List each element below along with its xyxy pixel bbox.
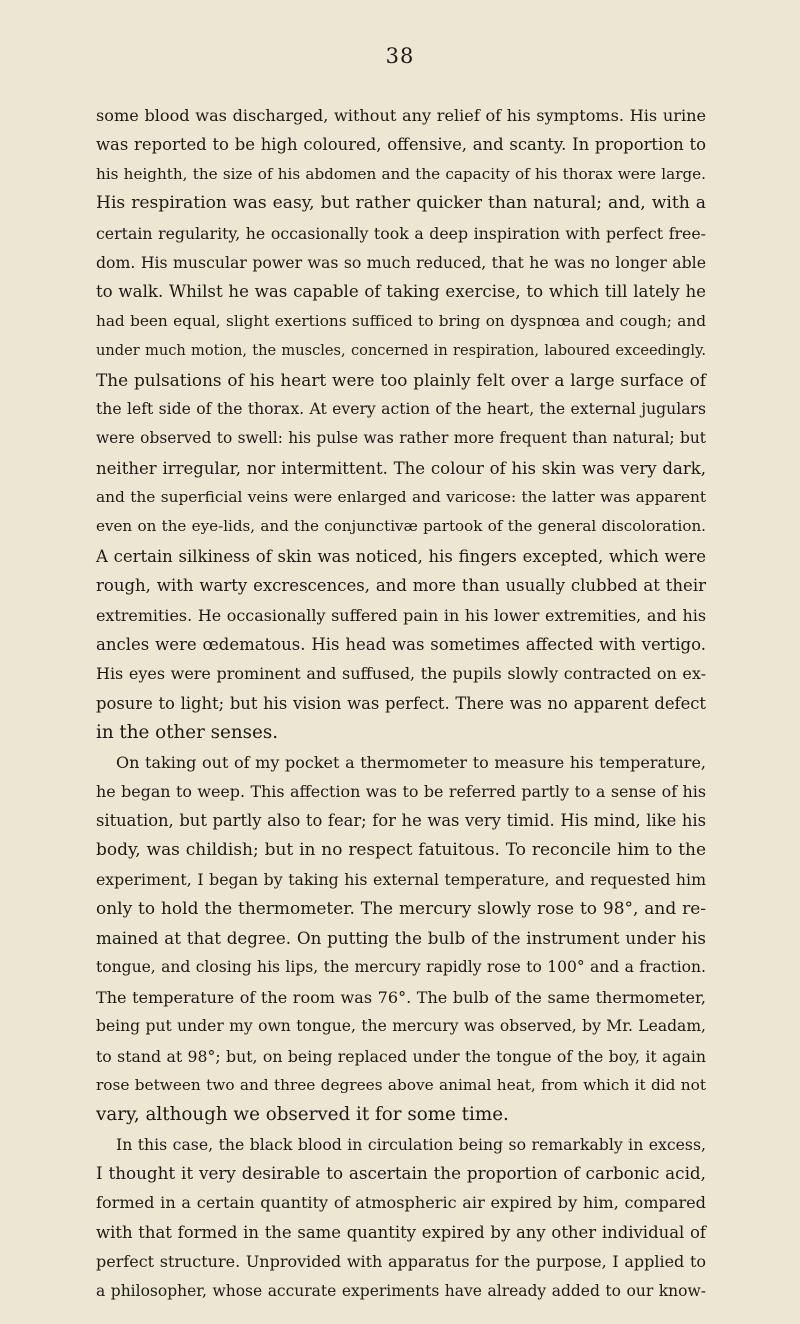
text-line: vary, although we observed it for some time. xyxy=(96,1104,509,1126)
text-line: The pulsations of his heart were too plainly felt over a large surface of xyxy=(96,369,706,390)
text-line: ancles were œdematous. His head was sometimes affected with vertigo. xyxy=(96,635,706,655)
text-line: were observed to swell: his pulse was rather more frequent than natural; but xyxy=(96,429,706,448)
text-line: being put under my own tongue, the mercury was observed, by Mr. Leadam, xyxy=(96,1017,706,1036)
text-line: His respiration was easy, but rather quicker than natural; and, with a xyxy=(96,193,706,214)
body-text xyxy=(96,101,706,1306)
text-line: body, was childish; but in no respect fatuitous. To reconcile him to the xyxy=(96,839,706,860)
text-line: A certain silkiness of skin was noticed, his fingers excepted, which were xyxy=(96,546,706,566)
text-line: under much motion, the muscles, concerned in respiration, laboured exceedingly. xyxy=(96,342,706,360)
text-line: had been equal, slight exertions sufficed to bring on dyspnœa and cough; and xyxy=(96,311,706,330)
text-line: the left side of the thorax. At every action of the heart, the external jugulars xyxy=(96,399,706,418)
text-line: experiment, I began by taking his external temperature, and requested him xyxy=(96,870,706,890)
text-line: was reported to be high coloured, offensive, and scanty. In proportion to xyxy=(96,135,706,155)
text-line: I thought it very desirable to ascertain the proportion of carbonic acid, xyxy=(96,1163,706,1184)
text-line: rough, with warty excrescences, and more than usually clubbed at their xyxy=(96,576,706,596)
text-line: situation, but partly also to fear; for he was very timid. His mind, like his xyxy=(96,811,706,831)
text-line: posure to light; but his vision was perfect. There was no apparent defect xyxy=(96,693,706,713)
text-line: he began to weep. This affection was to be referred partly to a sense of his xyxy=(96,781,706,801)
text-line: formed in a certain quantity of atmospheric air expired by him, compared xyxy=(96,1193,706,1213)
text-line: rose between two and three degrees above animal heat, from which it did not xyxy=(96,1075,706,1094)
text-line: to stand at 98°; but, on being replaced under the tongue of the boy, it again xyxy=(96,1046,706,1066)
text-line: with that formed in the same quantity expired by any other individual of xyxy=(96,1222,706,1242)
text-line: to walk. Whilst he was capable of taking exercise, to which till lately he xyxy=(96,282,706,302)
text-line: On taking out of my pocket a thermometer to measure his temperature, xyxy=(116,752,706,772)
text-line: neither irregular, nor intermittent. The colour of his skin was very dark, xyxy=(96,458,706,478)
text-line: only to hold the thermometer. The mercury slowly rose to 98°, and re- xyxy=(96,898,706,919)
page-number: 38 xyxy=(385,44,415,68)
text-line: In this case, the black blood in circulation being so remarkably in excess, xyxy=(116,1134,706,1154)
text-line: even on the eye-lids, and the conjunctivæ partook of the general discoloration. xyxy=(96,517,706,536)
text-line: in the other senses. xyxy=(96,722,279,744)
text-line: certain regularity, he occasionally took a deep inspiration with perfect free- xyxy=(96,223,706,243)
text-line: perfect structure. Unprovided with apparatus for the purpose, I applied to xyxy=(96,1252,706,1272)
text-line: dom. His muscular power was so much reduced, that he was no longer able xyxy=(96,252,706,272)
text-line: His eyes were prominent and suffused, the pupils slowly contracted on ex- xyxy=(96,664,706,684)
text-line: tongue, and closing his lips, the mercury rapidly rose to 100° and a fraction. xyxy=(96,958,706,977)
text-line: a philosopher, whose accurate experiments have already added to our know- xyxy=(96,1281,706,1300)
text-line: mained at that degree. On putting the bulb of the instrument under his xyxy=(96,927,706,948)
text-line: his heighth, the size of his abdomen and the capacity of his thorax were large. xyxy=(96,164,706,183)
text-line: The temperature of the room was 76°. The bulb of the same thermometer, xyxy=(96,987,706,1007)
text-line: and the superficial veins were enlarged and varicose: the latter was apparent xyxy=(96,488,706,507)
text-line: some blood was discharged, without any relief of his symptoms. His urine xyxy=(96,106,706,125)
text-line: extremities. He occasionally suffered pain in his lower extremities, and his xyxy=(96,605,706,625)
